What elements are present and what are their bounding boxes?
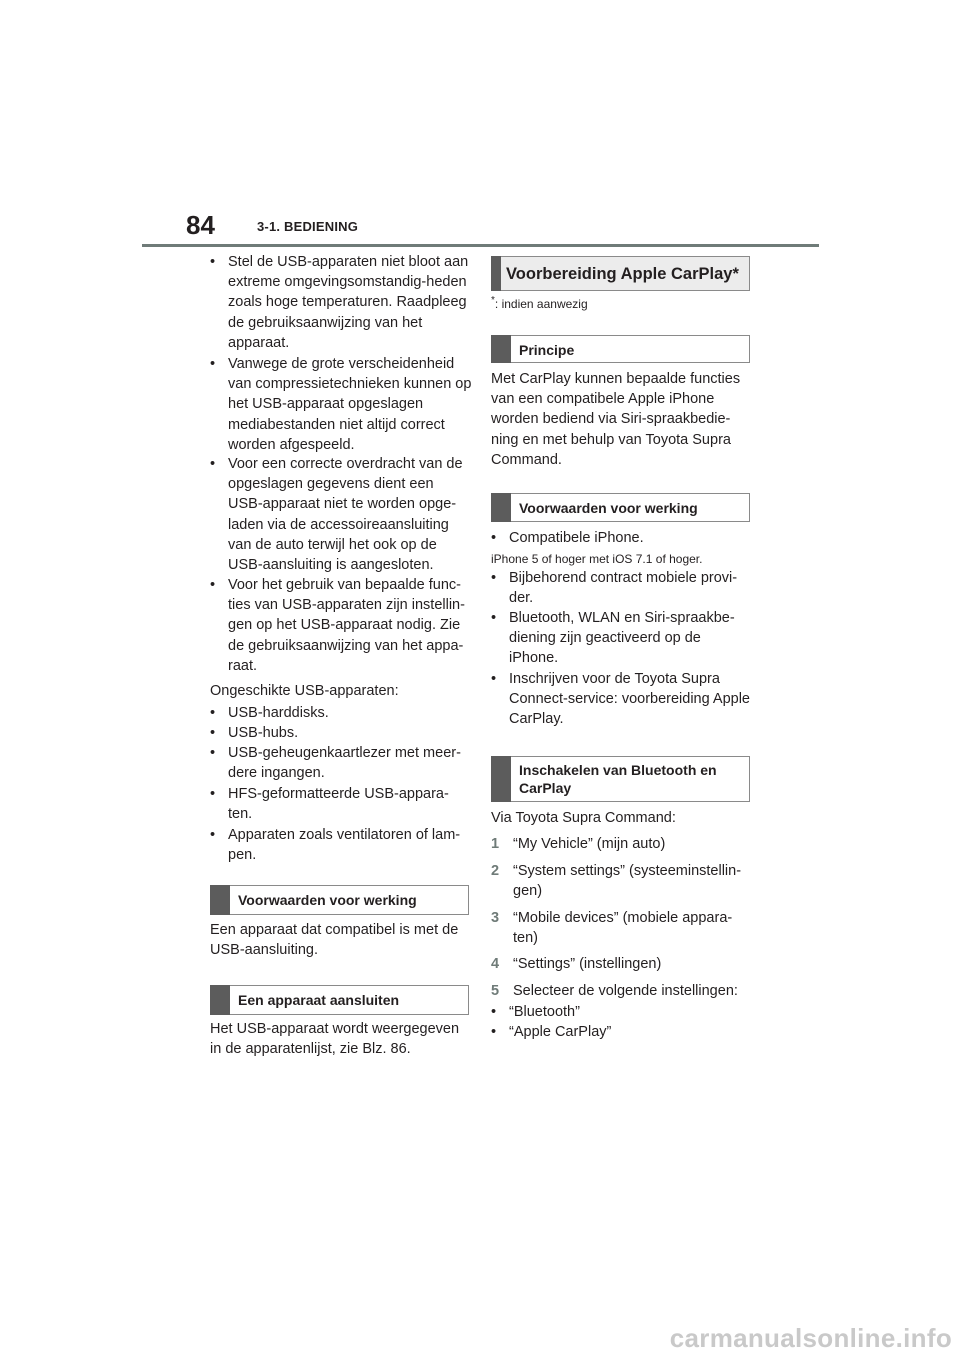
- section-title-box: [491, 256, 750, 291]
- section-header: 3-1. BEDIENING: [257, 219, 359, 234]
- subheading-bar: [491, 493, 511, 522]
- list-item: • USB-harddisks.: [210, 705, 329, 721]
- paragraph: Het USB-apparaat wordt weergegeven in de apparatenlijst, zie Blz. 86.: [210, 1021, 460, 1058]
- step-item: [491, 908, 753, 954]
- step-item: [491, 981, 753, 1002]
- step-text: “Mobile devices” (mobiele appara-ten): [513, 910, 733, 947]
- bullet-text: Vanwege de grote verscheidenheid van compressietechnieken kunnen op het USB-apparaat opgeslagen mediabestanden niet altijd correct worden afgespeeld.: [228, 356, 472, 453]
- bullet-text: HFS-geformatteerde USB-appara-ten.: [228, 786, 449, 823]
- step-number: 4: [491, 956, 500, 972]
- bullet-text: “Apple CarPlay”: [509, 1024, 612, 1040]
- list-item: • USB-geheugenkaartlezer met meer-dere ingangen.: [210, 745, 461, 782]
- bullet-text: Bluetooth, WLAN en Siri-spraakbe-diening zijn geactiveerd op de iPhone.: [509, 610, 735, 667]
- unsuitable-intro: Ongeschikte USB-apparaten:: [210, 683, 399, 699]
- list-item: • Apparaten zoals ventilatoren of lam-pen.: [210, 827, 461, 864]
- list-item: • Bijbehorend contract mobiele provi-der.: [491, 570, 738, 607]
- list-item: • Voor het gebruik van bepaalde func-ties van USB-apparaten zijn instellin-gen op het USB-apparaat nodig. Zie de gebruiksaanwijzing van het appa-raat.: [210, 577, 465, 674]
- paragraph: Via Toyota Supra Command:: [491, 810, 676, 826]
- subheading-bar: [491, 335, 511, 363]
- subheading-bar: [491, 756, 511, 802]
- list-item: • Voor een correcte overdracht van de opgeslagen gegevens dient een USB-apparaat niet te worden opge-laden via de accessoireaansluiting van de auto terwijl het ook op de USB-aansluiting is aangesloten.: [210, 456, 463, 574]
- footnote: [491, 294, 588, 311]
- subheading-bar: [210, 885, 230, 915]
- subheading-bar: [210, 985, 230, 1015]
- subheading-text: Voorwaarden voor werking: [519, 500, 698, 516]
- page-number: 84: [186, 210, 215, 240]
- subheading-box-conditions: [210, 885, 469, 915]
- list-item: • Inschrijven voor de Toyota Supra Connect-service: voorbereiding Apple CarPlay.: [491, 671, 750, 728]
- step-item: [491, 954, 753, 981]
- watermark: carmanualsonline.info: [669, 1323, 952, 1353]
- list-item: • Vanwege de grote verscheidenheid van compressietechnieken kunnen op het USB-apparaat opgeslagen mediabestanden niet altijd correct worden afgespeeld.: [210, 356, 472, 453]
- bullet-text: Voor een correcte overdracht van de opgeslagen gegevens dient een USB-apparaat niet te worden opge-laden via de accessoireaansluiting van de auto terwijl het ook op de USB-aansluiting is aangesloten.: [228, 456, 463, 574]
- subheading-box-principle: [491, 335, 750, 363]
- bullet-text: Inschrijven voor de Toyota Supra Connect-service: voorbereiding Apple CarPlay.: [509, 671, 750, 728]
- paragraph: Met CarPlay kunnen bepaalde functies van een compatibele Apple iPhone worden bediend via Siri-spraakbedie-ning en met behulp van Toyota Supra Command.: [491, 371, 741, 468]
- footnote-mark: *: [491, 295, 495, 306]
- subheading-text: Een apparaat aansluiten: [238, 992, 400, 1008]
- step-item: [491, 861, 753, 908]
- step-number: 1: [491, 836, 500, 852]
- section-title: Voorbereiding Apple CarPlay*: [506, 265, 739, 283]
- bullet-text: Apparaten zoals ventilatoren of lam-pen.: [228, 827, 461, 864]
- list-item: • USB-hubs.: [210, 725, 299, 741]
- footnote-text: : indien aanwezig: [494, 297, 588, 311]
- bullet-text: “Bluetooth”: [509, 1004, 580, 1020]
- step-item: [491, 834, 753, 861]
- step-text: “Settings” (instellingen): [513, 956, 662, 972]
- subheading-box-connect: [210, 985, 469, 1015]
- list-item: • “Bluetooth”: [491, 1004, 580, 1020]
- header-rule: [142, 244, 819, 247]
- title-bar: [491, 256, 501, 291]
- subheading-box-bluetooth: [491, 756, 750, 802]
- step-text: “System settings” (systeeminstellin-gen): [513, 863, 742, 900]
- bullet-text: Voor het gebruik van bepaalde func-ties van USB-apparaten zijn instellin-gen op het USB-apparaat nodig. Zie de gebruiksaanwijzing van het appa-raat.: [228, 577, 465, 674]
- list-item: • Bluetooth, WLAN en Siri-spraakbe-diening zijn geactiveerd op de iPhone.: [491, 610, 735, 667]
- bullet-text: Stel de USB-apparaten niet bloot aan extreme omgevingsomstandig-heden zoals hoge temperaturen. Raadpleeg de gebruiksaanwijzing van het apparaat.: [228, 254, 469, 351]
- list-item: • “Apple CarPlay”: [491, 1024, 612, 1040]
- subheading-box-requirements: [491, 493, 750, 522]
- step-text: Selecteer de volgende instellingen:: [513, 983, 738, 999]
- paragraph: Een apparaat dat compatibel is met de USB-aansluiting.: [210, 922, 459, 959]
- subheading-text: Voorwaarden voor werking: [238, 892, 417, 908]
- step-number: 5: [491, 983, 500, 999]
- step-text: “My Vehicle” (mijn auto): [513, 836, 666, 852]
- bullet-text: USB-geheugenkaartlezer met meer-dere ingangen.: [228, 745, 461, 782]
- bullet-text: Compatibele iPhone.: [509, 530, 644, 546]
- step-number: 3: [491, 910, 500, 926]
- bullet-text: USB-hubs.: [228, 725, 299, 741]
- subheading-text: Principe: [519, 342, 575, 358]
- list-item: • HFS-geformatteerde USB-appara-ten.: [210, 786, 449, 823]
- subheading-text: Inschakelen van Bluetooth en CarPlay: [519, 762, 717, 796]
- list-item: • Compatibele iPhone.: [491, 530, 644, 546]
- bullet-text: Bijbehorend contract mobiele provi-der.: [509, 570, 738, 607]
- note: iPhone 5 of hoger met iOS 7.1 of hoger.: [491, 552, 703, 566]
- bullet-text: USB-harddisks.: [228, 705, 329, 721]
- list-item: • Stel de USB-apparaten niet bloot aan extreme omgevingsomstandig-heden zoals hoge temperaturen. Raadpleeg de gebruiksaanwijzing van het apparaat.: [210, 254, 469, 351]
- step-number: 2: [491, 863, 500, 879]
